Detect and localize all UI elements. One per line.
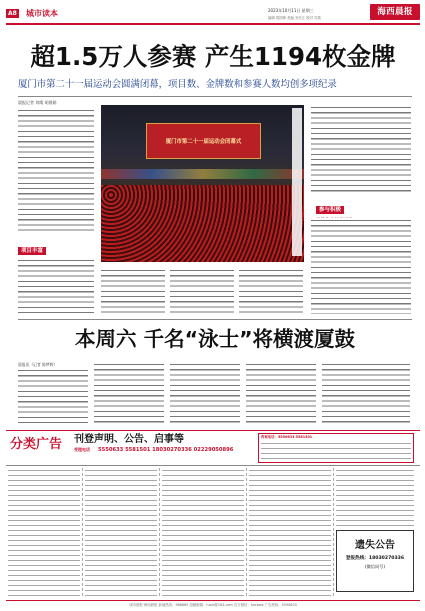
ads-top-rule [6, 430, 420, 431]
ad-col-1 [8, 468, 80, 596]
masthead-text: 海西晨报 [377, 7, 413, 17]
photo-credit-strip [292, 108, 302, 256]
footer-text: 城市晨报·海西晨报 新闻热线：968885 投稿邮箱：hxcb@163.com 官方微信：hxcbwx 广告热线：5550633 [129, 603, 297, 607]
ads-band-main-box [74, 433, 254, 446]
closing-ceremony-photo [101, 105, 304, 262]
ads-rule [6, 465, 420, 466]
story1-byline: 晨报记者 刘晴 胡群娟 [18, 100, 57, 105]
story-divider [18, 319, 412, 320]
story1-headline: 超1.5万人参赛 产生1194枚金牌 [30, 42, 396, 71]
story2-headline-box [18, 324, 412, 356]
story2-col3 [170, 362, 240, 426]
story2-col5 [322, 362, 410, 426]
story2-byline: 晨报讯（记者 陈梦婷） [18, 362, 58, 367]
lost-notice-phone: 登报热线：18030270336 [345, 556, 405, 561]
footer-rule [6, 600, 420, 601]
ads-notice-phone: 咨询电话：5550633 5581501 [261, 435, 313, 439]
crowd [101, 185, 304, 262]
section-name: 城市读本 [26, 9, 58, 18]
ads-band-main: 刊登声明、公告、启事等 [74, 434, 184, 445]
section-label-participation-title: 参与积极 [316, 206, 344, 214]
ad-divider-1 [82, 468, 83, 596]
story1-col2-text [101, 268, 165, 314]
story1-col4-text [239, 268, 303, 314]
ad-col-2 [85, 468, 157, 596]
story1-col1-text-2 [18, 258, 94, 314]
stage-screen [146, 123, 261, 159]
story1-col5-text [311, 105, 411, 193]
ads-notice-box [258, 433, 414, 463]
ad-col-3 [162, 468, 244, 596]
masthead-logo [370, 4, 420, 20]
ad-divider-3 [246, 468, 247, 596]
ad-col-4 [249, 468, 331, 596]
ads-notice-text [261, 441, 411, 461]
story2-col2 [94, 362, 164, 426]
ads-band-title-box [10, 434, 72, 456]
lost-notice-title: 遗失公告 [355, 540, 395, 551]
story1-subhead: 厦门市第二十一届运动会圆满闭幕，项目数、金牌数和参赛人数均创多项纪录 [18, 79, 337, 90]
page-header [6, 4, 420, 24]
story1-col1-text [18, 108, 94, 234]
section-label-items-title: 项目丰富 [18, 247, 46, 255]
header-rule [6, 23, 420, 25]
story2-col4 [246, 362, 316, 426]
ad-col-5 [336, 468, 414, 526]
ad-divider-2 [159, 468, 160, 596]
stage-lights [101, 169, 304, 179]
story1-subhead-box [18, 78, 412, 92]
date-line: 2023年10月11日 星期三 [268, 8, 314, 13]
story1-col3-text [170, 268, 234, 314]
page-number: A8 [8, 10, 17, 17]
story1-headline-box [18, 42, 408, 74]
ads-band-title: 分类广告 [10, 437, 63, 452]
story2-col1 [18, 368, 88, 426]
ads-phone-label: 受理电话 [74, 447, 90, 452]
editor-line: 编辑 郭国珍 美编 刘长江 校对 苏燕 [268, 16, 321, 20]
lost-notice-box [336, 530, 414, 592]
story1-rule [18, 96, 412, 97]
stage-screen-text: 厦门市第二十一届运动会闭幕式 [165, 139, 242, 145]
story2-headline: 本周六 千名“泳士”将横渡厦鼓 [74, 327, 356, 351]
ads-phone-numbers: 5550633 5581501 18030270336 02229050896 [98, 447, 234, 453]
ad-divider-4 [333, 468, 334, 596]
lost-notice-note: (微信同号) [364, 564, 386, 569]
story1-col5-text-2 [311, 218, 411, 314]
